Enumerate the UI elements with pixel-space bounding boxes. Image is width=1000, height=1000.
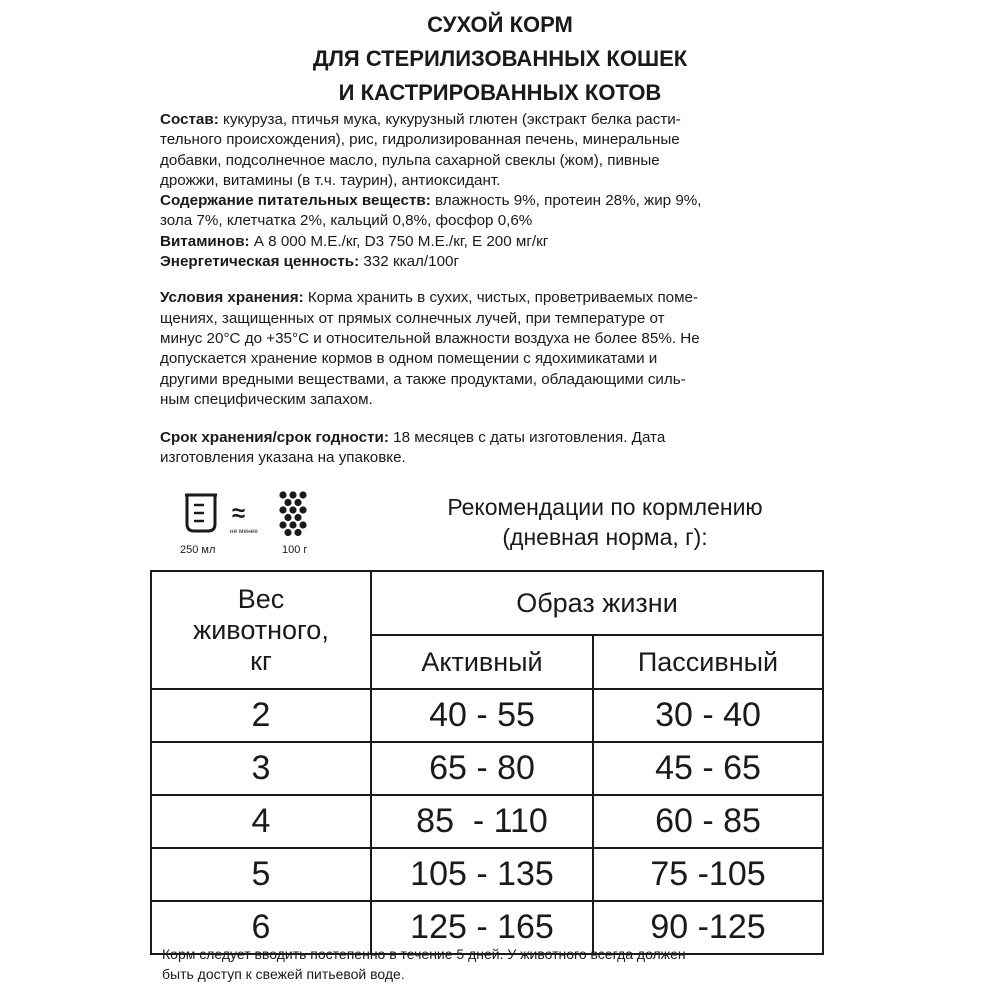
energy-text: 332 ккал/100г — [359, 253, 459, 271]
storage-line-5: другими вредными веществами, а также продуктами, обладающими силь- — [160, 370, 686, 388]
lifestyle-header: Образ жизни — [371, 571, 823, 635]
passive-cell: 75 -105 — [593, 848, 823, 901]
passive-cell: 90 -125 — [593, 901, 823, 954]
storage-line-6: ным специфическим запахом. — [160, 390, 373, 408]
active-header: Активный — [371, 635, 593, 689]
title-line-3: И КАСТРИРОВАННЫХ КОТОВ — [338, 80, 662, 105]
composition-label: Состав: — [160, 111, 219, 128]
passive-cell: 30 - 40 — [593, 689, 823, 742]
product-description — [160, 110, 840, 469]
weight-cell: 2 — [151, 689, 371, 742]
storage-section — [160, 288, 840, 308]
composition-line-2: тельного происхождения), рис, гидролизированная печень, минеральные — [160, 131, 680, 149]
footer-line-1: Корм следует вводить постепенно в течение 5 дней. У животного всегда должен — [162, 946, 686, 962]
measuring-cup-icon — [184, 492, 218, 534]
nutrients-section — [160, 191, 840, 211]
active-cell: 125 - 165 — [371, 901, 593, 954]
composition-line-3: добавки, подсолнечное масло, пульпа сахарной свеклы (жом), пивные — [160, 151, 660, 169]
cup-volume-label: 250 мл — [180, 544, 216, 556]
composition-line-4: дрожжи, витамины (в т.ч. таурин), антиоксидант. — [160, 171, 501, 189]
storage-line-1: Корма хранить в сухих, чистых, проветриваемых поме- — [303, 289, 699, 307]
feeding-table — [150, 570, 824, 955]
table-row — [151, 795, 823, 848]
active-cell: 105 - 135 — [371, 848, 593, 901]
vitamins-section — [160, 232, 840, 252]
measure-icons — [170, 488, 330, 560]
composition-line-1: кукуруза, птичья мука, кукурузный глютен (экстракт белка расти- — [218, 111, 681, 128]
weight-header-line-2: животного, — [193, 614, 329, 645]
energy-section — [160, 252, 840, 272]
storage-line-2: щениях, защищенных от прямых солнечных лучей, при температуре от — [160, 309, 665, 327]
shelf-life-section — [160, 428, 840, 448]
nutrients-line-2: зола 7%, клетчатка 2%, кальций 0,8%, фосфор 0,6% — [160, 212, 533, 230]
active-cell: 85 - 110 — [371, 795, 593, 848]
weight-header-line-1: Вес — [237, 583, 285, 614]
recommendations-line-1: Рекомендации по кормлению — [447, 494, 763, 520]
footer-note — [162, 944, 842, 984]
storage-label: Условия хранения: — [160, 289, 304, 307]
weight-header — [151, 571, 371, 689]
approx-caption: не менее — [230, 528, 258, 535]
vitamins-label: Витаминов: — [160, 232, 250, 250]
shelf-life-line-2: изготовления указана на упаковке. — [160, 449, 406, 467]
energy-label: Энергетическая ценность: — [160, 253, 360, 271]
table-row — [151, 742, 823, 795]
shelf-life-line-1: 18 месяцев с даты изготовления. Дата — [388, 429, 666, 447]
recommendations-line-2: (дневная норма, г): — [502, 524, 708, 550]
composition-section — [160, 110, 840, 130]
footer-line-2: быть доступ к свежей питьевой воде. — [162, 966, 405, 982]
storage-line-3: минус 20°С до +35°С и относительной влажности воздуха не более 85%. Не — [160, 329, 700, 347]
vitamins-text: А 8 000 М.Е./кг, D3 750 М.Е./кг, Е 200 мг/кг — [249, 232, 549, 250]
weight-cell: 4 — [151, 795, 371, 848]
weight-cell: 5 — [151, 848, 371, 901]
table-row — [151, 689, 823, 742]
passive-cell: 60 - 85 — [593, 795, 823, 848]
table-row — [151, 848, 823, 901]
kibble-weight-label: 100 г — [282, 544, 308, 556]
kibble-icon — [276, 490, 310, 538]
weight-header-line-3: кг — [250, 645, 272, 676]
nutrients-label: Содержание питательных веществ: — [160, 192, 431, 210]
product-title — [0, 8, 1000, 110]
title-line-2: ДЛЯ СТЕРИЛИЗОВАННЫХ КОШЕК — [312, 46, 688, 71]
weight-cell: 3 — [151, 742, 371, 795]
active-cell: 40 - 55 — [371, 689, 593, 742]
passive-header: Пассивный — [593, 635, 823, 689]
weight-cell: 6 — [151, 901, 371, 954]
passive-cell: 45 - 65 — [593, 742, 823, 795]
feeding-recommendations-title — [380, 492, 830, 552]
shelf-life-label: Срок хранения/срок годности: — [160, 429, 389, 447]
approx-icon: ≈ — [232, 500, 246, 527]
nutrients-line-1: влажность 9%, протеин 28%, жир 9%, — [430, 192, 702, 210]
title-line-1: СУХОЙ КОРМ — [427, 12, 573, 37]
storage-line-4: допускается хранение кормов в одном помещении с ядохимикатами и — [160, 350, 658, 368]
active-cell: 65 - 80 — [371, 742, 593, 795]
